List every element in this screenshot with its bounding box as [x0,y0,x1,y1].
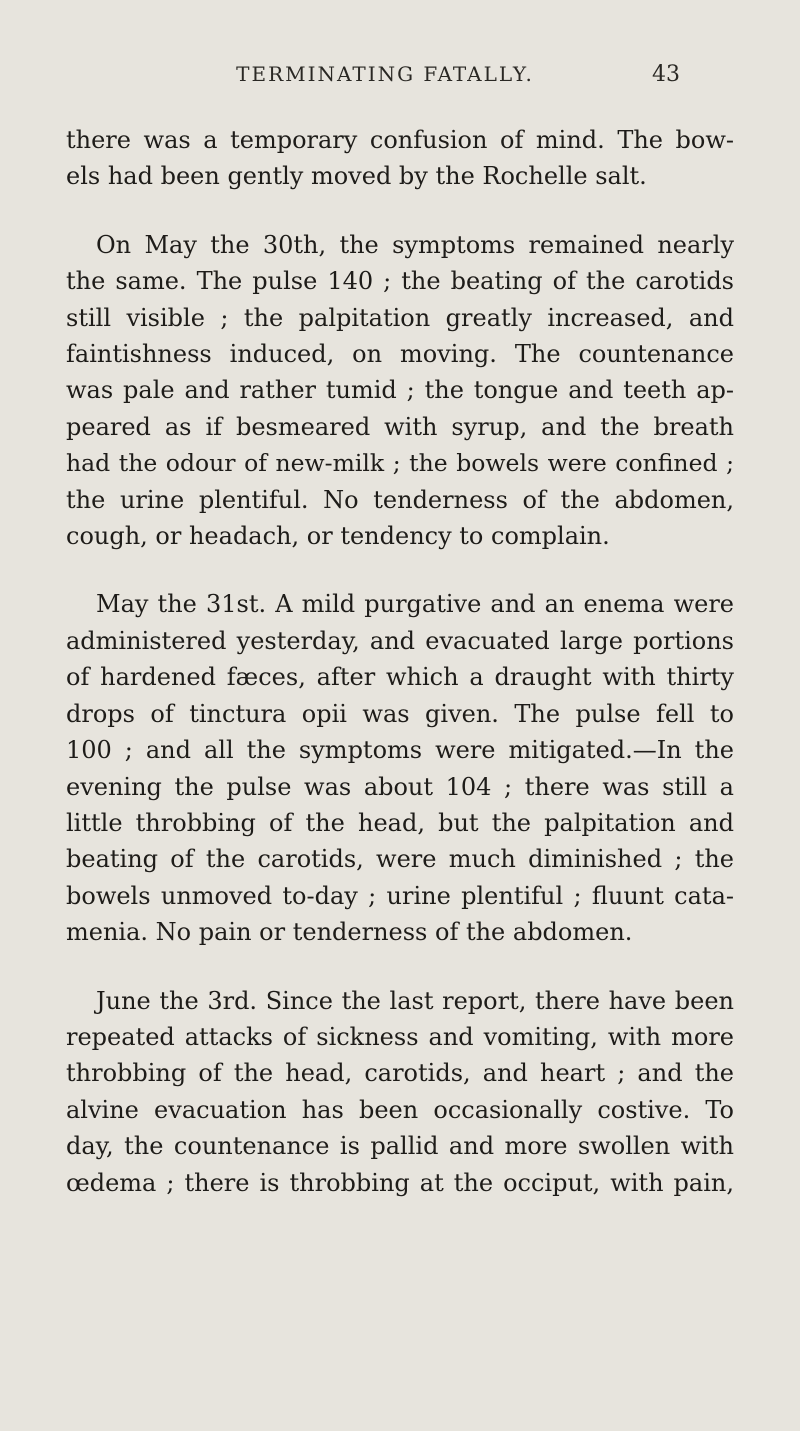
paragraph-2 [66,227,734,555]
text-line: was pale and rather tumid ; the tongue and teeth ap- [66,376,734,405]
text-line: administered yesterday, and evacuated large portions [66,626,734,655]
text-line: throbbing of the head, carotids, and heart ; and the [66,1059,734,1088]
text-line: little throbbing of the head, but the palpitation and [66,808,734,837]
text-line: had the odour of new-milk ; the bowels were confined ; [66,449,734,478]
paragraph-3 [66,586,734,950]
text-line: the same. The pulse 140 ; the beating of the carotids [66,267,734,296]
text-line: œdema ; there is throbbing at the occiput, with pain, [66,1168,734,1197]
text-line: els had been gently moved by the Rochelle salt. [66,162,647,191]
text-line: menia. No pain or tenderness of the abdomen. [66,918,633,947]
text-line: repeated attacks of sickness and vomiting, with more [66,1022,734,1051]
text-line: of hardened fæces, after which a draught with thirty [66,663,734,692]
text-line: June the 3rd. Since the last report, there have been [96,986,734,1015]
text-line: cough, or headach, or tendency to complain. [66,522,610,551]
text-line: there was a temporary confusion of mind. The bow- [66,126,734,154]
page-number: 43 [652,62,680,87]
paragraph-1 [66,122,734,195]
text-line: bowels unmoved to-day ; urine plentiful ; fluunt cata- [66,881,734,910]
text-line: On May the 30th, the symptoms remained nearly [96,230,734,259]
text-line: 100 ; and all the symptoms were mitigated.—In the [66,736,734,765]
text-line: faintishness induced, on moving. The countenance [66,340,734,369]
text-line: the urine plentiful. No tenderness of the abdomen, [66,485,734,514]
text-line: alvine evacuation has been occasionally costive. To [66,1095,734,1124]
running-head [120,62,680,92]
text-line: peared as if besmeared with syrup, and the breath [66,412,734,441]
text-line: drops of tinctura opii was given. The pulse fell to [66,699,734,728]
body-text [66,122,734,1233]
running-head-title: TERMINATING FATALLY. [236,62,534,86]
text-line: evening the pulse was about 104 ; there was still a [66,772,734,801]
text-line: May the 31st. A mild purgative and an enema were [96,590,734,619]
paragraph-4 [66,983,734,1201]
text-line: still visible ; the palpitation greatly increased, and [66,303,734,332]
text-line: beating of the carotids, were much diminished ; the [66,845,734,874]
text-line: day, the countenance is pallid and more swollen with [66,1132,734,1161]
